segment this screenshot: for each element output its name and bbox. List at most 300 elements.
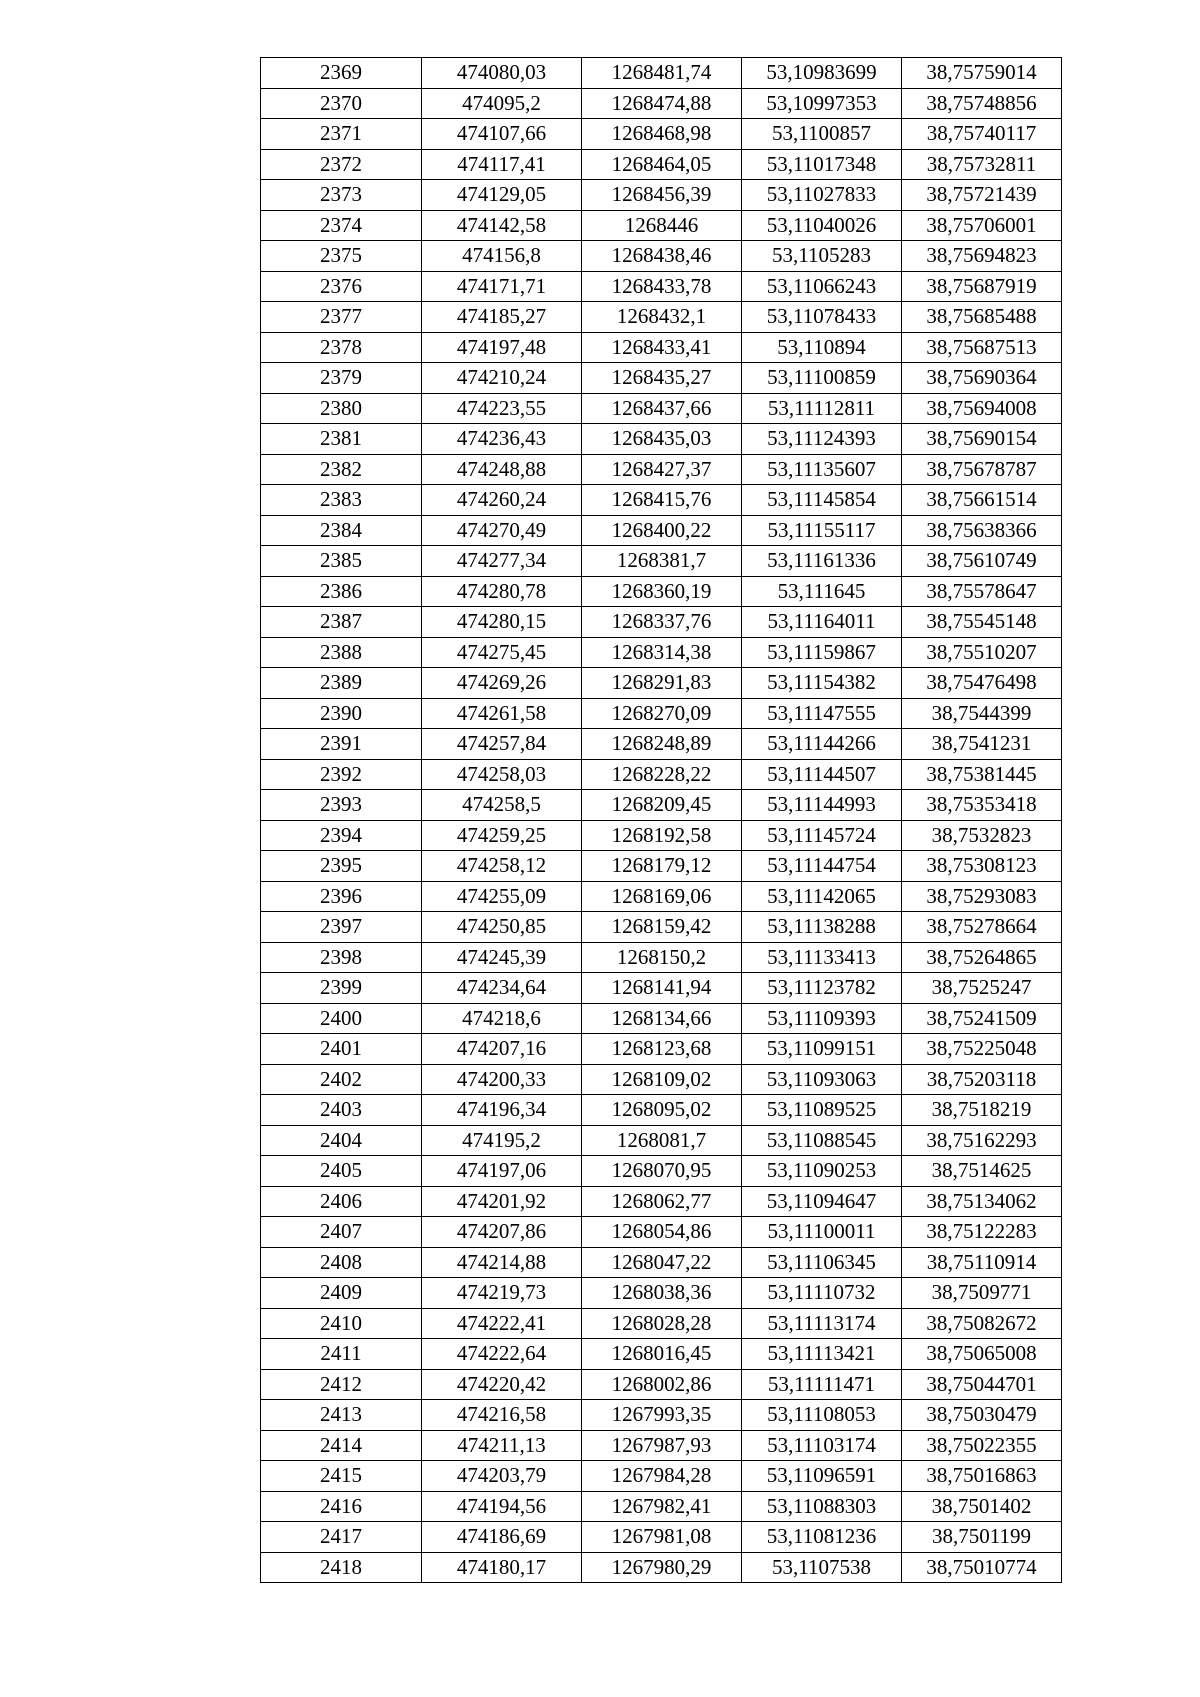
table-row <box>261 1064 1062 1095</box>
point-number-cell: 2408 <box>261 1247 422 1278</box>
point-number-cell: 2411 <box>261 1339 422 1370</box>
latitude-cell: 53,11144754 <box>742 851 902 882</box>
y-coordinate-cell: 1268070,95 <box>582 1156 742 1187</box>
latitude-cell: 53,11110732 <box>742 1278 902 1309</box>
latitude-cell: 53,11096591 <box>742 1461 902 1492</box>
x-coordinate-cell: 474203,79 <box>422 1461 582 1492</box>
point-number-cell: 2376 <box>261 271 422 302</box>
table-row <box>261 88 1062 119</box>
point-number-cell: 2410 <box>261 1308 422 1339</box>
latitude-cell: 53,11124393 <box>742 424 902 455</box>
y-coordinate-cell: 1268179,12 <box>582 851 742 882</box>
x-coordinate-cell: 474255,09 <box>422 881 582 912</box>
table-row <box>261 302 1062 333</box>
latitude-cell: 53,110894 <box>742 332 902 363</box>
x-coordinate-cell: 474223,55 <box>422 393 582 424</box>
point-number-cell: 2390 <box>261 698 422 729</box>
y-coordinate-cell: 1268228,22 <box>582 759 742 790</box>
y-coordinate-cell: 1268456,39 <box>582 180 742 211</box>
latitude-cell: 53,11088545 <box>742 1125 902 1156</box>
longitude-cell: 38,75638366 <box>902 515 1062 546</box>
latitude-cell: 53,11040026 <box>742 210 902 241</box>
y-coordinate-cell: 1267984,28 <box>582 1461 742 1492</box>
point-number-cell: 2401 <box>261 1034 422 1065</box>
y-coordinate-cell: 1267993,35 <box>582 1400 742 1431</box>
table-row <box>261 58 1062 89</box>
point-number-cell: 2398 <box>261 942 422 973</box>
y-coordinate-cell: 1268481,74 <box>582 58 742 89</box>
table-row <box>261 1186 1062 1217</box>
y-coordinate-cell: 1268270,09 <box>582 698 742 729</box>
point-number-cell: 2402 <box>261 1064 422 1095</box>
latitude-cell: 53,10983699 <box>742 58 902 89</box>
latitude-cell: 53,11089525 <box>742 1095 902 1126</box>
x-coordinate-cell: 474258,12 <box>422 851 582 882</box>
x-coordinate-cell: 474142,58 <box>422 210 582 241</box>
x-coordinate-cell: 474234,64 <box>422 973 582 1004</box>
y-coordinate-cell: 1268381,7 <box>582 546 742 577</box>
point-number-cell: 2392 <box>261 759 422 790</box>
longitude-cell: 38,75740117 <box>902 119 1062 150</box>
point-number-cell: 2393 <box>261 790 422 821</box>
latitude-cell: 53,11109393 <box>742 1003 902 1034</box>
point-number-cell: 2386 <box>261 576 422 607</box>
table-row <box>261 820 1062 851</box>
latitude-cell: 53,11093063 <box>742 1064 902 1095</box>
point-number-cell: 2414 <box>261 1430 422 1461</box>
y-coordinate-cell: 1268002,86 <box>582 1369 742 1400</box>
y-coordinate-cell: 1268437,66 <box>582 393 742 424</box>
longitude-cell: 38,75678787 <box>902 454 1062 485</box>
point-number-cell: 2412 <box>261 1369 422 1400</box>
latitude-cell: 53,11164011 <box>742 607 902 638</box>
y-coordinate-cell: 1268169,06 <box>582 881 742 912</box>
longitude-cell: 38,75545148 <box>902 607 1062 638</box>
y-coordinate-cell: 1268159,42 <box>582 912 742 943</box>
latitude-cell: 53,11113421 <box>742 1339 902 1370</box>
longitude-cell: 38,75578647 <box>902 576 1062 607</box>
table-row <box>261 119 1062 150</box>
longitude-cell: 38,75610749 <box>902 546 1062 577</box>
x-coordinate-cell: 474275,45 <box>422 637 582 668</box>
table-row <box>261 210 1062 241</box>
x-coordinate-cell: 474280,78 <box>422 576 582 607</box>
x-coordinate-cell: 474270,49 <box>422 515 582 546</box>
x-coordinate-cell: 474280,15 <box>422 607 582 638</box>
point-number-cell: 2417 <box>261 1522 422 1553</box>
table-row <box>261 1003 1062 1034</box>
longitude-cell: 38,75203118 <box>902 1064 1062 1095</box>
table-row <box>261 698 1062 729</box>
longitude-cell: 38,75748856 <box>902 88 1062 119</box>
longitude-cell: 38,7541231 <box>902 729 1062 760</box>
longitude-cell: 38,75694823 <box>902 241 1062 272</box>
longitude-cell: 38,75016863 <box>902 1461 1062 1492</box>
longitude-cell: 38,7518219 <box>902 1095 1062 1126</box>
table-row <box>261 1278 1062 1309</box>
table-row <box>261 332 1062 363</box>
latitude-cell: 53,11027833 <box>742 180 902 211</box>
point-number-cell: 2400 <box>261 1003 422 1034</box>
y-coordinate-cell: 1268433,41 <box>582 332 742 363</box>
longitude-cell: 38,75278664 <box>902 912 1062 943</box>
table-row <box>261 668 1062 699</box>
point-number-cell: 2409 <box>261 1278 422 1309</box>
x-coordinate-cell: 474257,84 <box>422 729 582 760</box>
table-row <box>261 393 1062 424</box>
point-number-cell: 2389 <box>261 668 422 699</box>
x-coordinate-cell: 474269,26 <box>422 668 582 699</box>
longitude-cell: 38,75110914 <box>902 1247 1062 1278</box>
longitude-cell: 38,75241509 <box>902 1003 1062 1034</box>
point-number-cell: 2395 <box>261 851 422 882</box>
table-row <box>261 973 1062 1004</box>
table-row <box>261 424 1062 455</box>
point-number-cell: 2396 <box>261 881 422 912</box>
table-row <box>261 1522 1062 1553</box>
x-coordinate-cell: 474194,56 <box>422 1491 582 1522</box>
point-number-cell: 2373 <box>261 180 422 211</box>
longitude-cell: 38,75082672 <box>902 1308 1062 1339</box>
latitude-cell: 53,11100011 <box>742 1217 902 1248</box>
point-number-cell: 2413 <box>261 1400 422 1431</box>
point-number-cell: 2405 <box>261 1156 422 1187</box>
latitude-cell: 53,11133413 <box>742 942 902 973</box>
latitude-cell: 53,11145854 <box>742 485 902 516</box>
y-coordinate-cell: 1268123,68 <box>582 1034 742 1065</box>
point-number-cell: 2388 <box>261 637 422 668</box>
latitude-cell: 53,11155117 <box>742 515 902 546</box>
table-row <box>261 1247 1062 1278</box>
x-coordinate-cell: 474210,24 <box>422 363 582 394</box>
table-row <box>261 1308 1062 1339</box>
x-coordinate-cell: 474219,73 <box>422 1278 582 1309</box>
longitude-cell: 38,7532823 <box>902 820 1062 851</box>
latitude-cell: 53,11106345 <box>742 1247 902 1278</box>
point-number-cell: 2397 <box>261 912 422 943</box>
x-coordinate-cell: 474197,48 <box>422 332 582 363</box>
x-coordinate-cell: 474222,41 <box>422 1308 582 1339</box>
table-row <box>261 851 1062 882</box>
latitude-cell: 53,11081236 <box>742 1522 902 1553</box>
latitude-cell: 53,11078433 <box>742 302 902 333</box>
table-row <box>261 942 1062 973</box>
longitude-cell: 38,7509771 <box>902 1278 1062 1309</box>
longitude-cell: 38,75687513 <box>902 332 1062 363</box>
point-number-cell: 2372 <box>261 149 422 180</box>
latitude-cell: 53,11144507 <box>742 759 902 790</box>
longitude-cell: 38,75022355 <box>902 1430 1062 1461</box>
latitude-cell: 53,11144266 <box>742 729 902 760</box>
y-coordinate-cell: 1267982,41 <box>582 1491 742 1522</box>
longitude-cell: 38,75353418 <box>902 790 1062 821</box>
y-coordinate-cell: 1268291,83 <box>582 668 742 699</box>
table-row <box>261 1156 1062 1187</box>
y-coordinate-cell: 1268028,28 <box>582 1308 742 1339</box>
x-coordinate-cell: 474207,86 <box>422 1217 582 1248</box>
table-row <box>261 1217 1062 1248</box>
latitude-cell: 53,11147555 <box>742 698 902 729</box>
point-number-cell: 2407 <box>261 1217 422 1248</box>
y-coordinate-cell: 1268438,46 <box>582 241 742 272</box>
longitude-cell: 38,75030479 <box>902 1400 1062 1431</box>
latitude-cell: 53,11161336 <box>742 546 902 577</box>
table-row <box>261 912 1062 943</box>
point-number-cell: 2418 <box>261 1552 422 1583</box>
y-coordinate-cell: 1268016,45 <box>582 1339 742 1370</box>
y-coordinate-cell: 1268432,1 <box>582 302 742 333</box>
longitude-cell: 38,75264865 <box>902 942 1062 973</box>
x-coordinate-cell: 474220,42 <box>422 1369 582 1400</box>
y-coordinate-cell: 1268150,2 <box>582 942 742 973</box>
point-number-cell: 2384 <box>261 515 422 546</box>
latitude-cell: 53,11123782 <box>742 973 902 1004</box>
longitude-cell: 38,75510207 <box>902 637 1062 668</box>
y-coordinate-cell: 1268337,76 <box>582 607 742 638</box>
y-coordinate-cell: 1268468,98 <box>582 119 742 150</box>
latitude-cell: 53,11017348 <box>742 149 902 180</box>
point-number-cell: 2399 <box>261 973 422 1004</box>
latitude-cell: 53,11145724 <box>742 820 902 851</box>
y-coordinate-cell: 1268464,05 <box>582 149 742 180</box>
latitude-cell: 53,11144993 <box>742 790 902 821</box>
longitude-cell: 38,75721439 <box>902 180 1062 211</box>
table-row <box>261 271 1062 302</box>
y-coordinate-cell: 1268047,22 <box>582 1247 742 1278</box>
point-number-cell: 2394 <box>261 820 422 851</box>
longitude-cell: 38,75065008 <box>902 1339 1062 1370</box>
y-coordinate-cell: 1267980,29 <box>582 1552 742 1583</box>
point-number-cell: 2379 <box>261 363 422 394</box>
longitude-cell: 38,7514625 <box>902 1156 1062 1187</box>
y-coordinate-cell: 1268435,03 <box>582 424 742 455</box>
x-coordinate-cell: 474180,17 <box>422 1552 582 1583</box>
x-coordinate-cell: 474245,39 <box>422 942 582 973</box>
point-number-cell: 2385 <box>261 546 422 577</box>
x-coordinate-cell: 474260,24 <box>422 485 582 516</box>
table-row <box>261 180 1062 211</box>
point-number-cell: 2404 <box>261 1125 422 1156</box>
longitude-cell: 38,75685488 <box>902 302 1062 333</box>
x-coordinate-cell: 474250,85 <box>422 912 582 943</box>
x-coordinate-cell: 474236,43 <box>422 424 582 455</box>
latitude-cell: 53,1100857 <box>742 119 902 150</box>
x-coordinate-cell: 474156,8 <box>422 241 582 272</box>
y-coordinate-cell: 1268415,76 <box>582 485 742 516</box>
x-coordinate-cell: 474117,41 <box>422 149 582 180</box>
longitude-cell: 38,75044701 <box>902 1369 1062 1400</box>
y-coordinate-cell: 1268109,02 <box>582 1064 742 1095</box>
y-coordinate-cell: 1267987,93 <box>582 1430 742 1461</box>
longitude-cell: 38,7544399 <box>902 698 1062 729</box>
table-row <box>261 1461 1062 1492</box>
x-coordinate-cell: 474080,03 <box>422 58 582 89</box>
table-row <box>261 1034 1062 1065</box>
y-coordinate-cell: 1268081,7 <box>582 1125 742 1156</box>
table-row <box>261 576 1062 607</box>
table-row <box>261 1491 1062 1522</box>
point-number-cell: 2378 <box>261 332 422 363</box>
latitude-cell: 53,11108053 <box>742 1400 902 1431</box>
y-coordinate-cell: 1268062,77 <box>582 1186 742 1217</box>
x-coordinate-cell: 474200,33 <box>422 1064 582 1095</box>
table-row <box>261 485 1062 516</box>
latitude-cell: 53,1105283 <box>742 241 902 272</box>
y-coordinate-cell: 1268360,19 <box>582 576 742 607</box>
x-coordinate-cell: 474185,27 <box>422 302 582 333</box>
longitude-cell: 38,75122283 <box>902 1217 1062 1248</box>
y-coordinate-cell: 1268054,86 <box>582 1217 742 1248</box>
point-number-cell: 2369 <box>261 58 422 89</box>
longitude-cell: 38,75293083 <box>902 881 1062 912</box>
point-number-cell: 2415 <box>261 1461 422 1492</box>
x-coordinate-cell: 474214,88 <box>422 1247 582 1278</box>
point-number-cell: 2387 <box>261 607 422 638</box>
point-number-cell: 2416 <box>261 1491 422 1522</box>
table-row <box>261 881 1062 912</box>
x-coordinate-cell: 474107,66 <box>422 119 582 150</box>
longitude-cell: 38,75308123 <box>902 851 1062 882</box>
point-number-cell: 2374 <box>261 210 422 241</box>
longitude-cell: 38,75162293 <box>902 1125 1062 1156</box>
y-coordinate-cell: 1268248,89 <box>582 729 742 760</box>
longitude-cell: 38,75732811 <box>902 149 1062 180</box>
table-row <box>261 515 1062 546</box>
table-row <box>261 637 1062 668</box>
longitude-cell: 38,7501402 <box>902 1491 1062 1522</box>
latitude-cell: 53,11090253 <box>742 1156 902 1187</box>
x-coordinate-cell: 474197,06 <box>422 1156 582 1187</box>
longitude-cell: 38,75706001 <box>902 210 1062 241</box>
latitude-cell: 53,1107538 <box>742 1552 902 1583</box>
longitude-cell: 38,7501199 <box>902 1522 1062 1553</box>
x-coordinate-cell: 474171,71 <box>422 271 582 302</box>
latitude-cell: 53,11066243 <box>742 271 902 302</box>
latitude-cell: 53,11112811 <box>742 393 902 424</box>
table-row <box>261 241 1062 272</box>
longitude-cell: 38,75476498 <box>902 668 1062 699</box>
y-coordinate-cell: 1268400,22 <box>582 515 742 546</box>
longitude-cell: 38,7525247 <box>902 973 1062 1004</box>
latitude-cell: 53,11099151 <box>742 1034 902 1065</box>
latitude-cell: 53,11100859 <box>742 363 902 394</box>
latitude-cell: 53,10997353 <box>742 88 902 119</box>
y-coordinate-cell: 1268038,36 <box>582 1278 742 1309</box>
y-coordinate-cell: 1268141,94 <box>582 973 742 1004</box>
longitude-cell: 38,75687919 <box>902 271 1062 302</box>
table-row <box>261 1339 1062 1370</box>
x-coordinate-cell: 474248,88 <box>422 454 582 485</box>
y-coordinate-cell: 1268435,27 <box>582 363 742 394</box>
longitude-cell: 38,75381445 <box>902 759 1062 790</box>
y-coordinate-cell: 1267981,08 <box>582 1522 742 1553</box>
x-coordinate-cell: 474186,69 <box>422 1522 582 1553</box>
point-number-cell: 2382 <box>261 454 422 485</box>
x-coordinate-cell: 474261,58 <box>422 698 582 729</box>
table-row <box>261 1430 1062 1461</box>
point-number-cell: 2377 <box>261 302 422 333</box>
table-row <box>261 1552 1062 1583</box>
y-coordinate-cell: 1268134,66 <box>582 1003 742 1034</box>
table-row <box>261 454 1062 485</box>
point-number-cell: 2371 <box>261 119 422 150</box>
table-row <box>261 1400 1062 1431</box>
point-number-cell: 2406 <box>261 1186 422 1217</box>
longitude-cell: 38,75694008 <box>902 393 1062 424</box>
latitude-cell: 53,11103174 <box>742 1430 902 1461</box>
table-row <box>261 1095 1062 1126</box>
x-coordinate-cell: 474259,25 <box>422 820 582 851</box>
x-coordinate-cell: 474258,5 <box>422 790 582 821</box>
latitude-cell: 53,11113174 <box>742 1308 902 1339</box>
point-number-cell: 2375 <box>261 241 422 272</box>
coordinates-table <box>260 57 1062 1583</box>
table-row <box>261 149 1062 180</box>
x-coordinate-cell: 474129,05 <box>422 180 582 211</box>
point-number-cell: 2380 <box>261 393 422 424</box>
longitude-cell: 38,75661514 <box>902 485 1062 516</box>
x-coordinate-cell: 474207,16 <box>422 1034 582 1065</box>
table-row <box>261 729 1062 760</box>
table-row <box>261 363 1062 394</box>
table-row <box>261 607 1062 638</box>
table-row <box>261 790 1062 821</box>
x-coordinate-cell: 474211,13 <box>422 1430 582 1461</box>
longitude-cell: 38,75690154 <box>902 424 1062 455</box>
table-row <box>261 546 1062 577</box>
latitude-cell: 53,11142065 <box>742 881 902 912</box>
point-number-cell: 2391 <box>261 729 422 760</box>
y-coordinate-cell: 1268446 <box>582 210 742 241</box>
table-row <box>261 1125 1062 1156</box>
table-row <box>261 759 1062 790</box>
x-coordinate-cell: 474195,2 <box>422 1125 582 1156</box>
y-coordinate-cell: 1268427,37 <box>582 454 742 485</box>
point-number-cell: 2383 <box>261 485 422 516</box>
longitude-cell: 38,75134062 <box>902 1186 1062 1217</box>
coordinates-table-body <box>261 58 1062 1583</box>
longitude-cell: 38,75759014 <box>902 58 1062 89</box>
longitude-cell: 38,75225048 <box>902 1034 1062 1065</box>
table-row <box>261 1369 1062 1400</box>
x-coordinate-cell: 474277,34 <box>422 546 582 577</box>
latitude-cell: 53,11154382 <box>742 668 902 699</box>
latitude-cell: 53,11138288 <box>742 912 902 943</box>
longitude-cell: 38,75010774 <box>902 1552 1062 1583</box>
x-coordinate-cell: 474258,03 <box>422 759 582 790</box>
latitude-cell: 53,11094647 <box>742 1186 902 1217</box>
x-coordinate-cell: 474196,34 <box>422 1095 582 1126</box>
point-number-cell: 2403 <box>261 1095 422 1126</box>
x-coordinate-cell: 474218,6 <box>422 1003 582 1034</box>
y-coordinate-cell: 1268474,88 <box>582 88 742 119</box>
latitude-cell: 53,11159867 <box>742 637 902 668</box>
y-coordinate-cell: 1268209,45 <box>582 790 742 821</box>
longitude-cell: 38,75690364 <box>902 363 1062 394</box>
y-coordinate-cell: 1268095,02 <box>582 1095 742 1126</box>
y-coordinate-cell: 1268433,78 <box>582 271 742 302</box>
x-coordinate-cell: 474216,58 <box>422 1400 582 1431</box>
latitude-cell: 53,11088303 <box>742 1491 902 1522</box>
latitude-cell: 53,11135607 <box>742 454 902 485</box>
latitude-cell: 53,111645 <box>742 576 902 607</box>
point-number-cell: 2381 <box>261 424 422 455</box>
latitude-cell: 53,11111471 <box>742 1369 902 1400</box>
y-coordinate-cell: 1268314,38 <box>582 637 742 668</box>
point-number-cell: 2370 <box>261 88 422 119</box>
x-coordinate-cell: 474222,64 <box>422 1339 582 1370</box>
x-coordinate-cell: 474095,2 <box>422 88 582 119</box>
